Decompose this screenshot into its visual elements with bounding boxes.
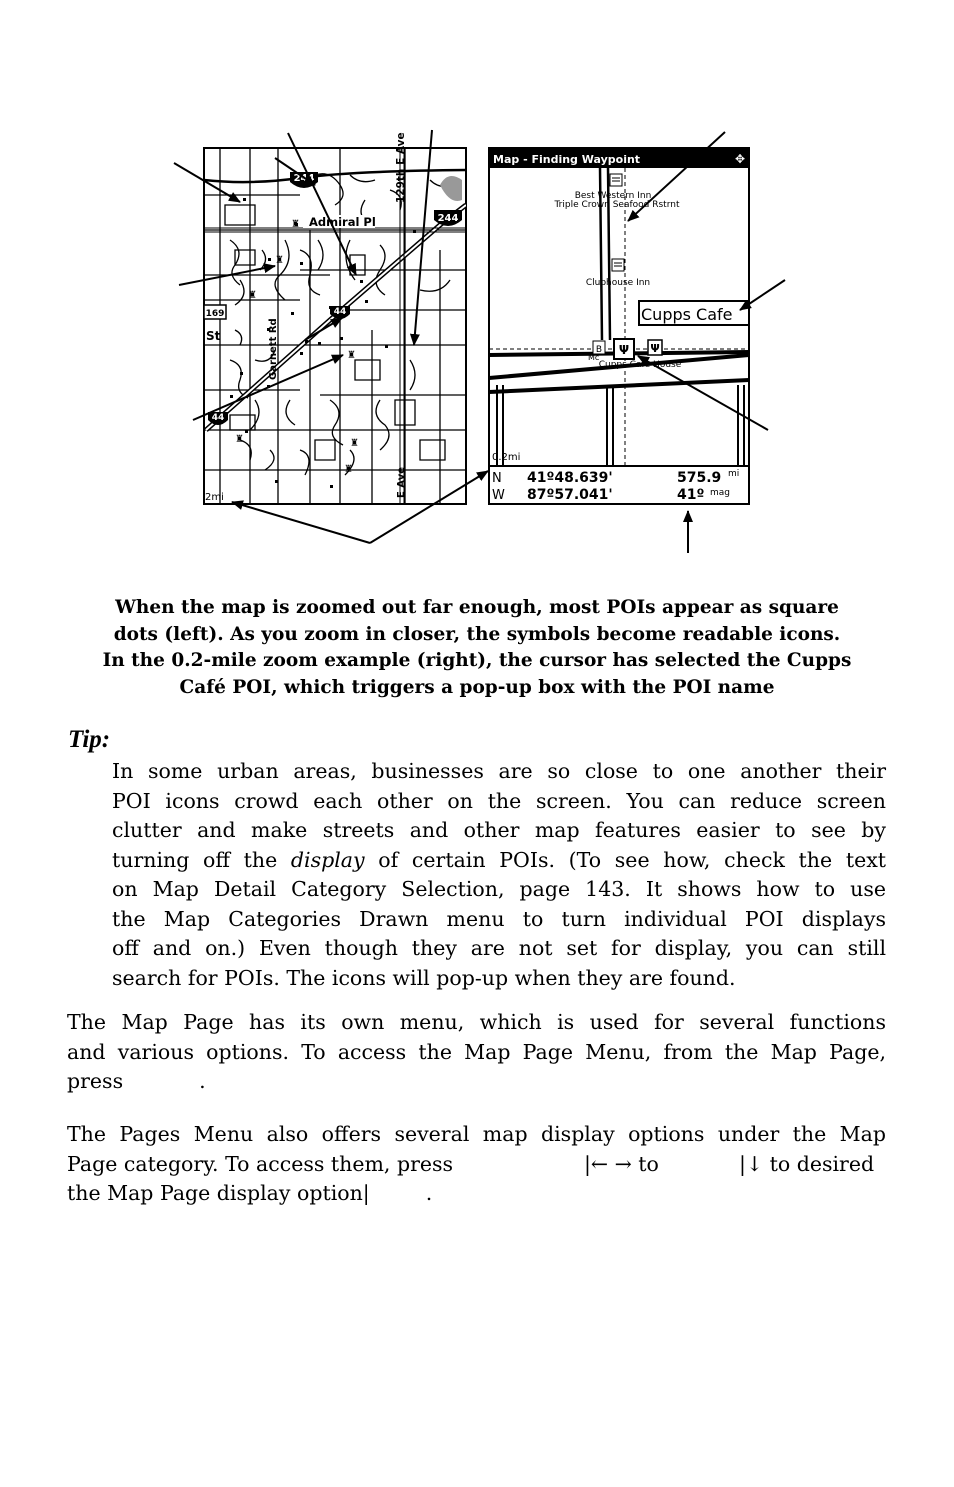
compass-icon: ✥ — [734, 152, 746, 166]
shield-44-west-label: 44 — [211, 413, 225, 423]
street-st: St — [206, 329, 221, 343]
street-129th: 129th E Ave — [395, 132, 407, 203]
map-title: Map - Finding Waypoint — [493, 153, 641, 166]
svg-text:♜: ♜ — [275, 255, 284, 266]
distance-unit: mi — [728, 469, 740, 479]
svg-text:♜: ♜ — [347, 350, 356, 361]
tip-text: turning off the — [112, 847, 291, 872]
caption-line: In the 0.2-mile zoom example (right), the cursor has selected the Cupps — [102, 650, 852, 671]
street-e-ave: E Ave — [396, 467, 407, 498]
poi-popup — [639, 301, 749, 325]
lat-hemisphere: N — [492, 471, 502, 486]
popup-text: Cupps Cafe — [641, 305, 733, 324]
lon-hemisphere: W — [492, 488, 505, 503]
para-text: Page category. To access them, press — [67, 1151, 454, 1176]
tip-line: POI icons crowd each other on the screen. You can reduce screen — [112, 788, 886, 813]
svg-text:Ψ: Ψ — [650, 342, 660, 355]
pages-menu-paragraph — [67, 1120, 886, 1209]
map-figure — [0, 0, 954, 580]
longitude: 87º57.041' — [527, 487, 613, 503]
para-text: |← → to — [584, 1151, 659, 1176]
tip-line: search for POIs. The icons will pop-up when they are found. — [112, 965, 736, 990]
street-admiral: Admiral Pl — [309, 215, 376, 229]
para-line: The Pages Menu also offers several map display options under the Map — [67, 1122, 886, 1146]
caption-line: dots (left). As you zoom in closer, the symbols become readable icons. — [113, 623, 841, 645]
shield-244-label: 244 — [293, 173, 315, 184]
para-line — [67, 1067, 886, 1097]
svg-text:♜: ♜ — [248, 290, 257, 301]
restaurant-icon-cupps-selected — [614, 339, 634, 359]
tip-line: off and on.) Even though they are not set for display, you can still — [112, 936, 886, 960]
scale-label-right: 0.2mi — [492, 452, 521, 463]
para-text: the Map Page display option| — [67, 1181, 370, 1205]
figure-caption — [60, 595, 894, 701]
svg-text:♜: ♜ — [350, 438, 359, 449]
poi-mc: Mc — [588, 353, 600, 362]
poi-best-western: Best Western Inn — [574, 191, 652, 201]
tip-line: on Map Detail Category Selection, page 143. It shows how to use — [112, 877, 886, 901]
tip-text: of certain POIs. (To see how, check the text — [364, 847, 886, 872]
map-page-menu-paragraph — [67, 1008, 886, 1097]
poi-triple-crown: Triple Crown Seafood Rstrnt — [554, 200, 680, 210]
tip-line: the Map Categories Drawn menu to turn individual POI displays — [112, 906, 886, 931]
para-text: . — [199, 1069, 206, 1093]
svg-text:B: B — [595, 345, 603, 355]
para-line: and various options. To access the Map Page Menu, from the Map Page, — [67, 1039, 886, 1064]
poi-clubhouse: Clubhouse Inn — [585, 278, 651, 288]
distance: 575.9 — [677, 470, 722, 486]
tip-label: Tip: — [68, 726, 111, 753]
interstate-244-shield-east — [434, 210, 462, 226]
caption-line: When the map is zoomed out far enough, most POIs appear as square — [115, 597, 839, 618]
tip-line: In some urban areas, businesses are so close to one another their — [112, 759, 886, 783]
tip-paragraph — [112, 757, 886, 993]
right-map — [489, 148, 749, 504]
para-line: The Map Page has its own menu, which is used for several functions — [67, 1010, 886, 1034]
shield-44-label: 44 — [333, 307, 347, 317]
tip-line — [112, 846, 886, 876]
bearing: 41º — [677, 487, 705, 503]
scale-label-left: 2mi — [205, 492, 224, 503]
poi-cupps-house: Cupps Cafe House — [598, 360, 682, 370]
para-line — [67, 1179, 886, 1209]
para-text: |↓ to desired — [739, 1151, 875, 1176]
svg-text:♜: ♜ — [344, 464, 353, 475]
bearing-unit: mag — [710, 488, 730, 498]
tip-line: clutter and make streets and other map features easier to see by — [112, 818, 886, 842]
us-169-shield — [204, 305, 226, 319]
street-garnett: Garnett Rd — [268, 318, 279, 380]
para-line — [67, 1150, 886, 1180]
restaurant-icon-house — [648, 340, 662, 355]
para-text: press — [67, 1069, 124, 1093]
svg-text:♜: ♜ — [291, 219, 300, 230]
shield-244-east-label: 244 — [437, 213, 459, 224]
svg-text:♜: ♜ — [235, 434, 244, 445]
latitude: 41º48.639' — [527, 470, 613, 486]
hotel-icon-clubhouse — [612, 259, 624, 271]
tip-emphasis: display — [290, 847, 365, 872]
para-text: . — [425, 1181, 433, 1205]
shield-169-label: 169 — [205, 309, 225, 319]
hotel-icon — [610, 174, 622, 186]
caption-line: Café POI, which triggers a pop-up box with the POI name — [179, 676, 775, 698]
svg-text:Ψ: Ψ — [618, 343, 630, 357]
